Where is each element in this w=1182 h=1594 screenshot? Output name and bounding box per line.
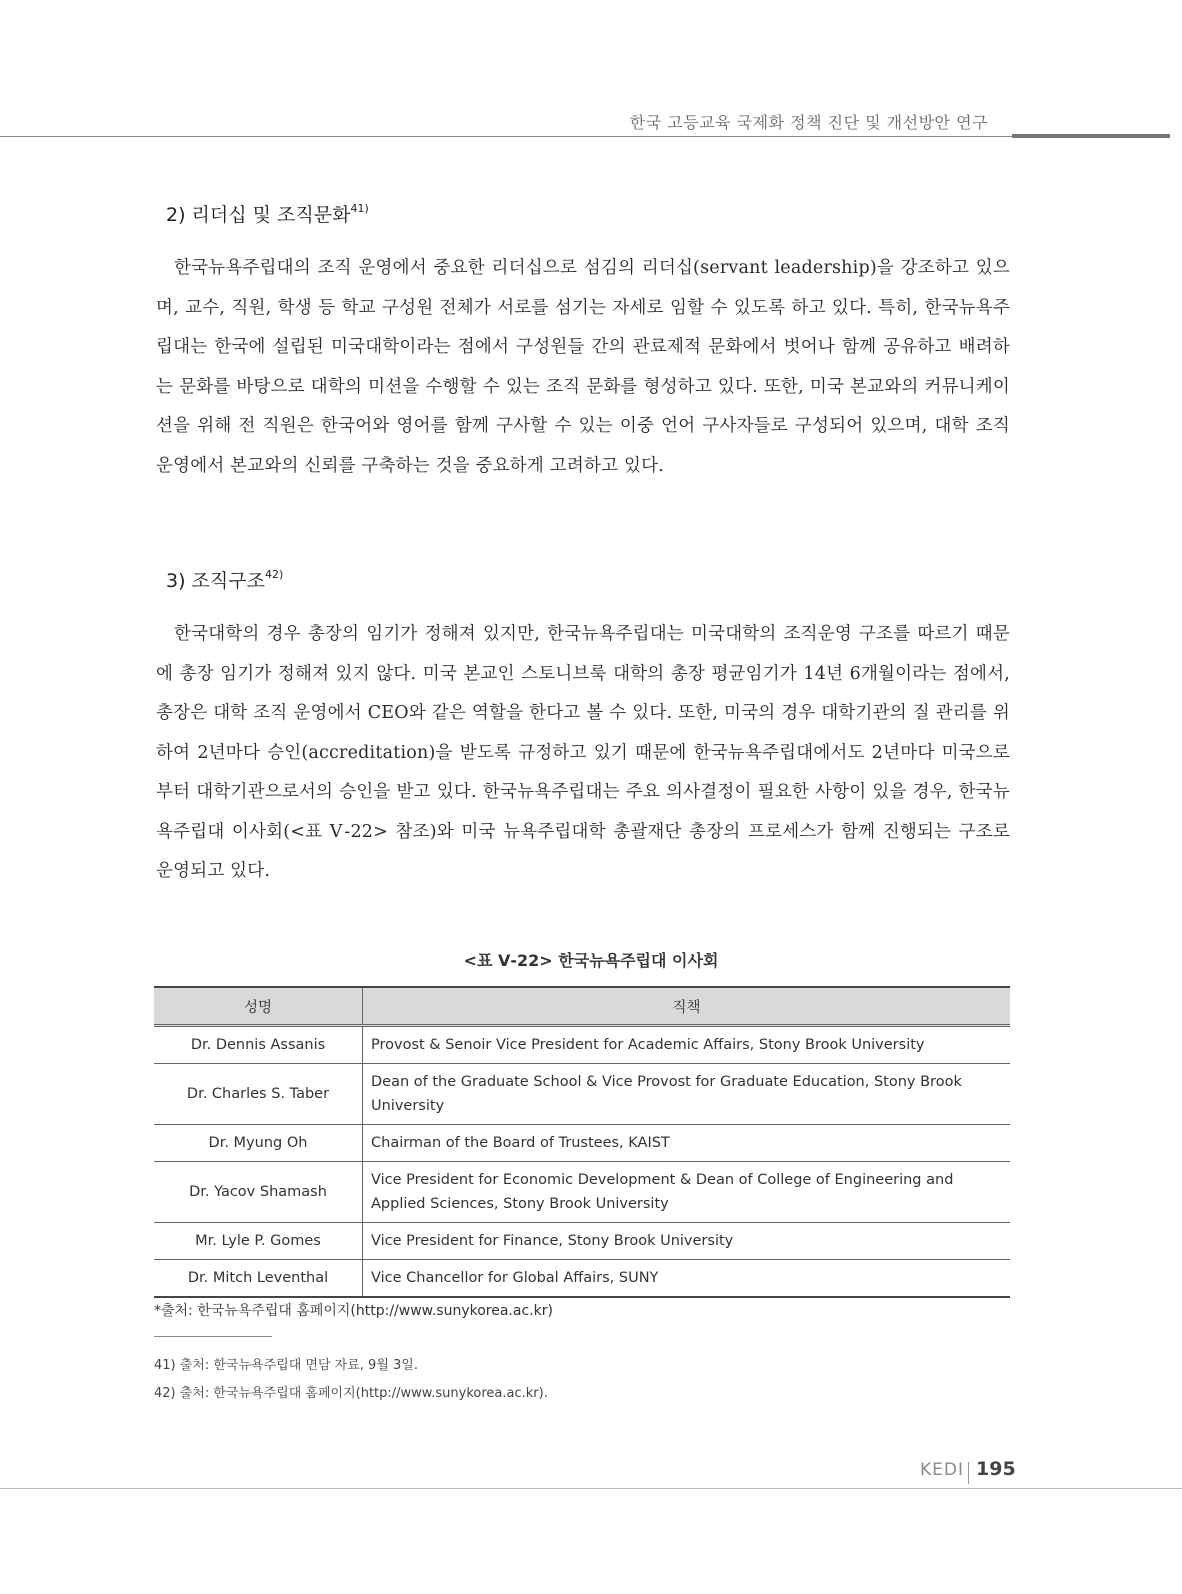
page-number: 195: [976, 1458, 1016, 1480]
column-header-position: 직책: [363, 987, 1011, 1026]
member-name: Dr. Myung Oh: [154, 1125, 363, 1162]
table-row: [154, 1026, 1010, 1064]
footnote-41: 41) 출처: 한국뉴욕주립대 면담 자료, 9월 3일.: [154, 1358, 418, 1373]
section-heading-text: 3) 조직구조: [166, 570, 265, 592]
member-position: Vice President for Finance, Stony Brook University: [363, 1223, 1011, 1260]
member-name: Dr. Yacov Shamash: [154, 1162, 363, 1223]
table-row: [154, 1223, 1010, 1260]
header-rule: [0, 136, 1012, 137]
footer-brand: KEDI: [920, 1460, 964, 1480]
running-header-title: 한국 고등교육 국제화 정책 진단 및 개선방안 연구: [629, 113, 988, 132]
footnote-42: 42) 출처: 한국뉴욕주립대 홈페이지(http://www.sunykorea.ac.kr).: [154, 1386, 548, 1401]
member-position: Vice President for Economic Development & Dean of College of Engineering and Applied Sciences, Stony Brook University: [363, 1162, 1011, 1223]
member-position: Vice Chancellor for Global Affairs, SUNY: [363, 1260, 1011, 1298]
section-heading-text: 2) 리더십 및 조직문화: [166, 204, 351, 226]
footnote-ref-41: 41): [350, 202, 369, 215]
footnote-separator: [154, 1336, 272, 1337]
paragraph-structure: 한국대학의 경우 총장의 임기가 정해져 있지만, 한국뉴욕주립대는 미국대학의 조직운영 구조를 따르기 때문에 총장 임기가 정해져 있지 않다. 미국 본교인 스토니브룩 대학의 총장 평균임기가 14년 6개월이라는 점에서, 총장은 대학 조직 운영에서 CEO와 같은 역할을 한다고 볼 수 있다. 또한, 미국의 경우 대학기관의 질 관리를 위하여 2년마다 승인(accreditation)을 받도록 규정하고 있기 때문에 한국뉴욕주립대에서도 2년마다 미국으로부터 대학기관으로서의 승인을 받고 있다. 한국뉴욕주립대는 주요 의사결정이 필요한 사항이 있을 경우, 한국뉴욕주립대 이사회(<표 Ⅴ-22> 참조)와 미국 뉴욕주립대학 총괄재단 총장의 프로세스가 함께 진행되는 구조로 운영되고 있다.: [156, 624, 1010, 881]
table-header-row: [154, 987, 1010, 1026]
paragraph-leadership: 한국뉴욕주립대의 조직 운영에서 중요한 리더십으로 섬김의 리더십(servant leadership)을 강조하고 있으며, 교수, 직원, 학생 등 학교 구성원 전체가 서로를 섬기는 자세로 임할 수 있도록 하고 있다. 특히, 한국뉴욕주립대는 한국에 설립된 미국대학이라는 점에서 구성원들 간의 관료제적 문화에서 벗어나 함께 공유하고 배려하는 문화를 바탕으로 대학의 미션을 수행할 수 있는 조직 문화를 형성하고 있다. 또한, 미국 본교와의 커뮤니케이션을 위해 전 직원은 한국어와 영어를 함께 구사할 수 있는 이중 언어 구사자들로 구성되어 있으며, 대학 조직 운영에서 본교와의 신뢰를 구축하는 것을 중요하게 고려하고 있다.: [156, 258, 1010, 476]
section-heading-structure: [166, 566, 283, 593]
footer-separator: [968, 1462, 969, 1484]
member-position: Chairman of the Board of Trustees, KAIST: [363, 1125, 1011, 1162]
section-heading-leadership: [166, 200, 369, 227]
member-name: Dr. Mitch Leventhal: [154, 1260, 363, 1298]
table-row: [154, 1162, 1010, 1223]
table-caption: <표 Ⅴ-22> 한국뉴욕주립대 이사회: [463, 951, 719, 970]
footer-rule: [0, 1488, 1182, 1489]
table-row: [154, 1260, 1010, 1298]
footnote-ref-42: 42): [264, 568, 284, 581]
column-header-name: 성명: [154, 987, 363, 1026]
board-table: [154, 986, 1010, 1298]
member-name: Dr. Charles S. Taber: [154, 1064, 363, 1125]
member-name: Dr. Dennis Assanis: [154, 1026, 363, 1064]
table-row: [154, 1064, 1010, 1125]
member-position: Dean of the Graduate School & Vice Provost for Graduate Education, Stony Brook University: [363, 1064, 1011, 1125]
table-source: *출처: 한국뉴욕주립대 홈페이지(http://www.sunykorea.ac.kr): [154, 1303, 553, 1319]
member-position: Provost & Senoir Vice President for Academic Affairs, Stony Brook University: [363, 1026, 1011, 1064]
header-rule-accent: [1012, 134, 1170, 138]
table-row: [154, 1125, 1010, 1162]
member-name: Mr. Lyle P. Gomes: [154, 1223, 363, 1260]
